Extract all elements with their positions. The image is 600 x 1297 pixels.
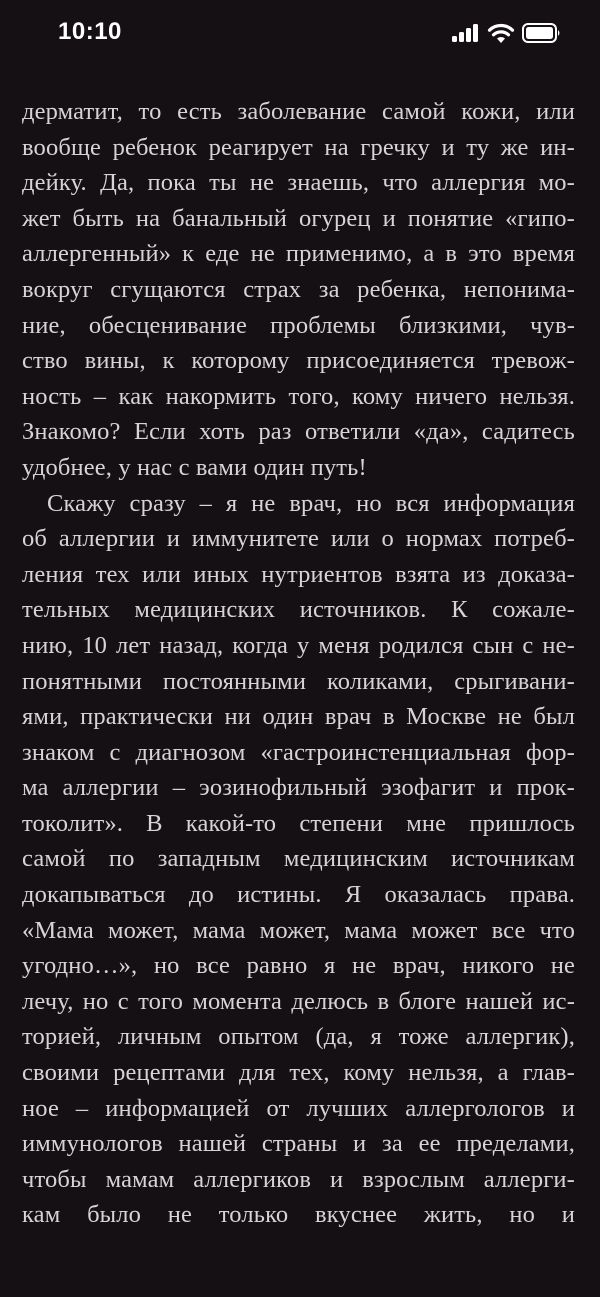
text-line: ма аллергии – эозинофильный эзофагит и прок-: [22, 774, 575, 802]
text-line: знаком с диагнозом «гастроинстенциальная фор-: [22, 738, 575, 766]
text-line: самой по западным медицинским источникам: [22, 845, 575, 873]
text-line: дейку. Да, пока ты не знаешь, что аллергия мо-: [22, 169, 575, 197]
text-line: кам было не только вкуснее жить, но и: [22, 1201, 575, 1229]
battery-icon: [522, 22, 562, 44]
text-line: лечу, но с того момента делюсь в блоге нашей ис-: [22, 987, 575, 1015]
text-line: докапываться до истины. Я оказалась права.: [22, 881, 575, 909]
reader-text: [22, 94, 575, 1233]
text-line: своими рецептами для тех, кому нельзя, а глав-: [22, 1059, 575, 1087]
text-line: иммунологов нашей страны и за ее пределами,: [22, 1130, 575, 1158]
text-line: понятными постоянными коликами, срыгивани-: [22, 667, 575, 695]
text-line: торией, личным опытом (да, я тоже аллергик),: [22, 1023, 575, 1051]
text-line: об аллергии и иммунитете или о нормах потреб-: [22, 525, 575, 553]
text-line: аллергенный» к еде не применимо, а в это время: [22, 240, 575, 268]
text-line: вообще ребенок реагирует на гречку и ту же ин-: [22, 133, 575, 161]
text-line: тельных медицинских источников. К сожале-: [22, 596, 575, 624]
text-line: угодно…», но все равно я не врач, никого не: [22, 952, 575, 980]
text-line: вокруг сгущаются страх за ребенка, непонима-: [22, 275, 575, 303]
text-line: ное – информацией от лучших аллергологов и: [22, 1094, 575, 1122]
signal-icon: [452, 24, 482, 42]
text-line: Знакомо? Если хоть раз ответили «да», садитесь: [22, 418, 575, 446]
status-time: 10:10: [58, 18, 122, 45]
text-line: дерматит, то есть заболевание самой кожи, или: [22, 98, 575, 125]
text-line: ство вины, к которому присоединяется тревож-: [22, 347, 575, 375]
wifi-icon: [487, 22, 515, 44]
text-line: ность – как накормить того, кому ничего нельзя.: [22, 382, 575, 410]
text-line: нию, 10 лет назад, когда у меня родился сын с не-: [22, 631, 575, 659]
text-line: чтобы мамам аллергиков и взрослым аллерги-: [22, 1165, 575, 1193]
status-bar: [0, 0, 600, 70]
text-line: удобнее, у нас с вами один путь!: [22, 453, 367, 481]
text-line: ления тех или иных нутриентов взята из доказа-: [22, 560, 575, 588]
text-line: «Мама может, мама может, мама может все что: [22, 916, 575, 944]
text-line: Скажу сразу – я не врач, но вся информация: [47, 489, 575, 517]
text-line: ями, практически ни один врач в Москве не был: [22, 703, 575, 731]
text-line: ние, обесценивание проблемы близкими, чув-: [22, 311, 575, 339]
text-line: жет быть на банальный огурец и понятие «гипо-: [22, 204, 575, 232]
text-line: токолит». В какой-то степени мне пришлось: [22, 809, 575, 837]
